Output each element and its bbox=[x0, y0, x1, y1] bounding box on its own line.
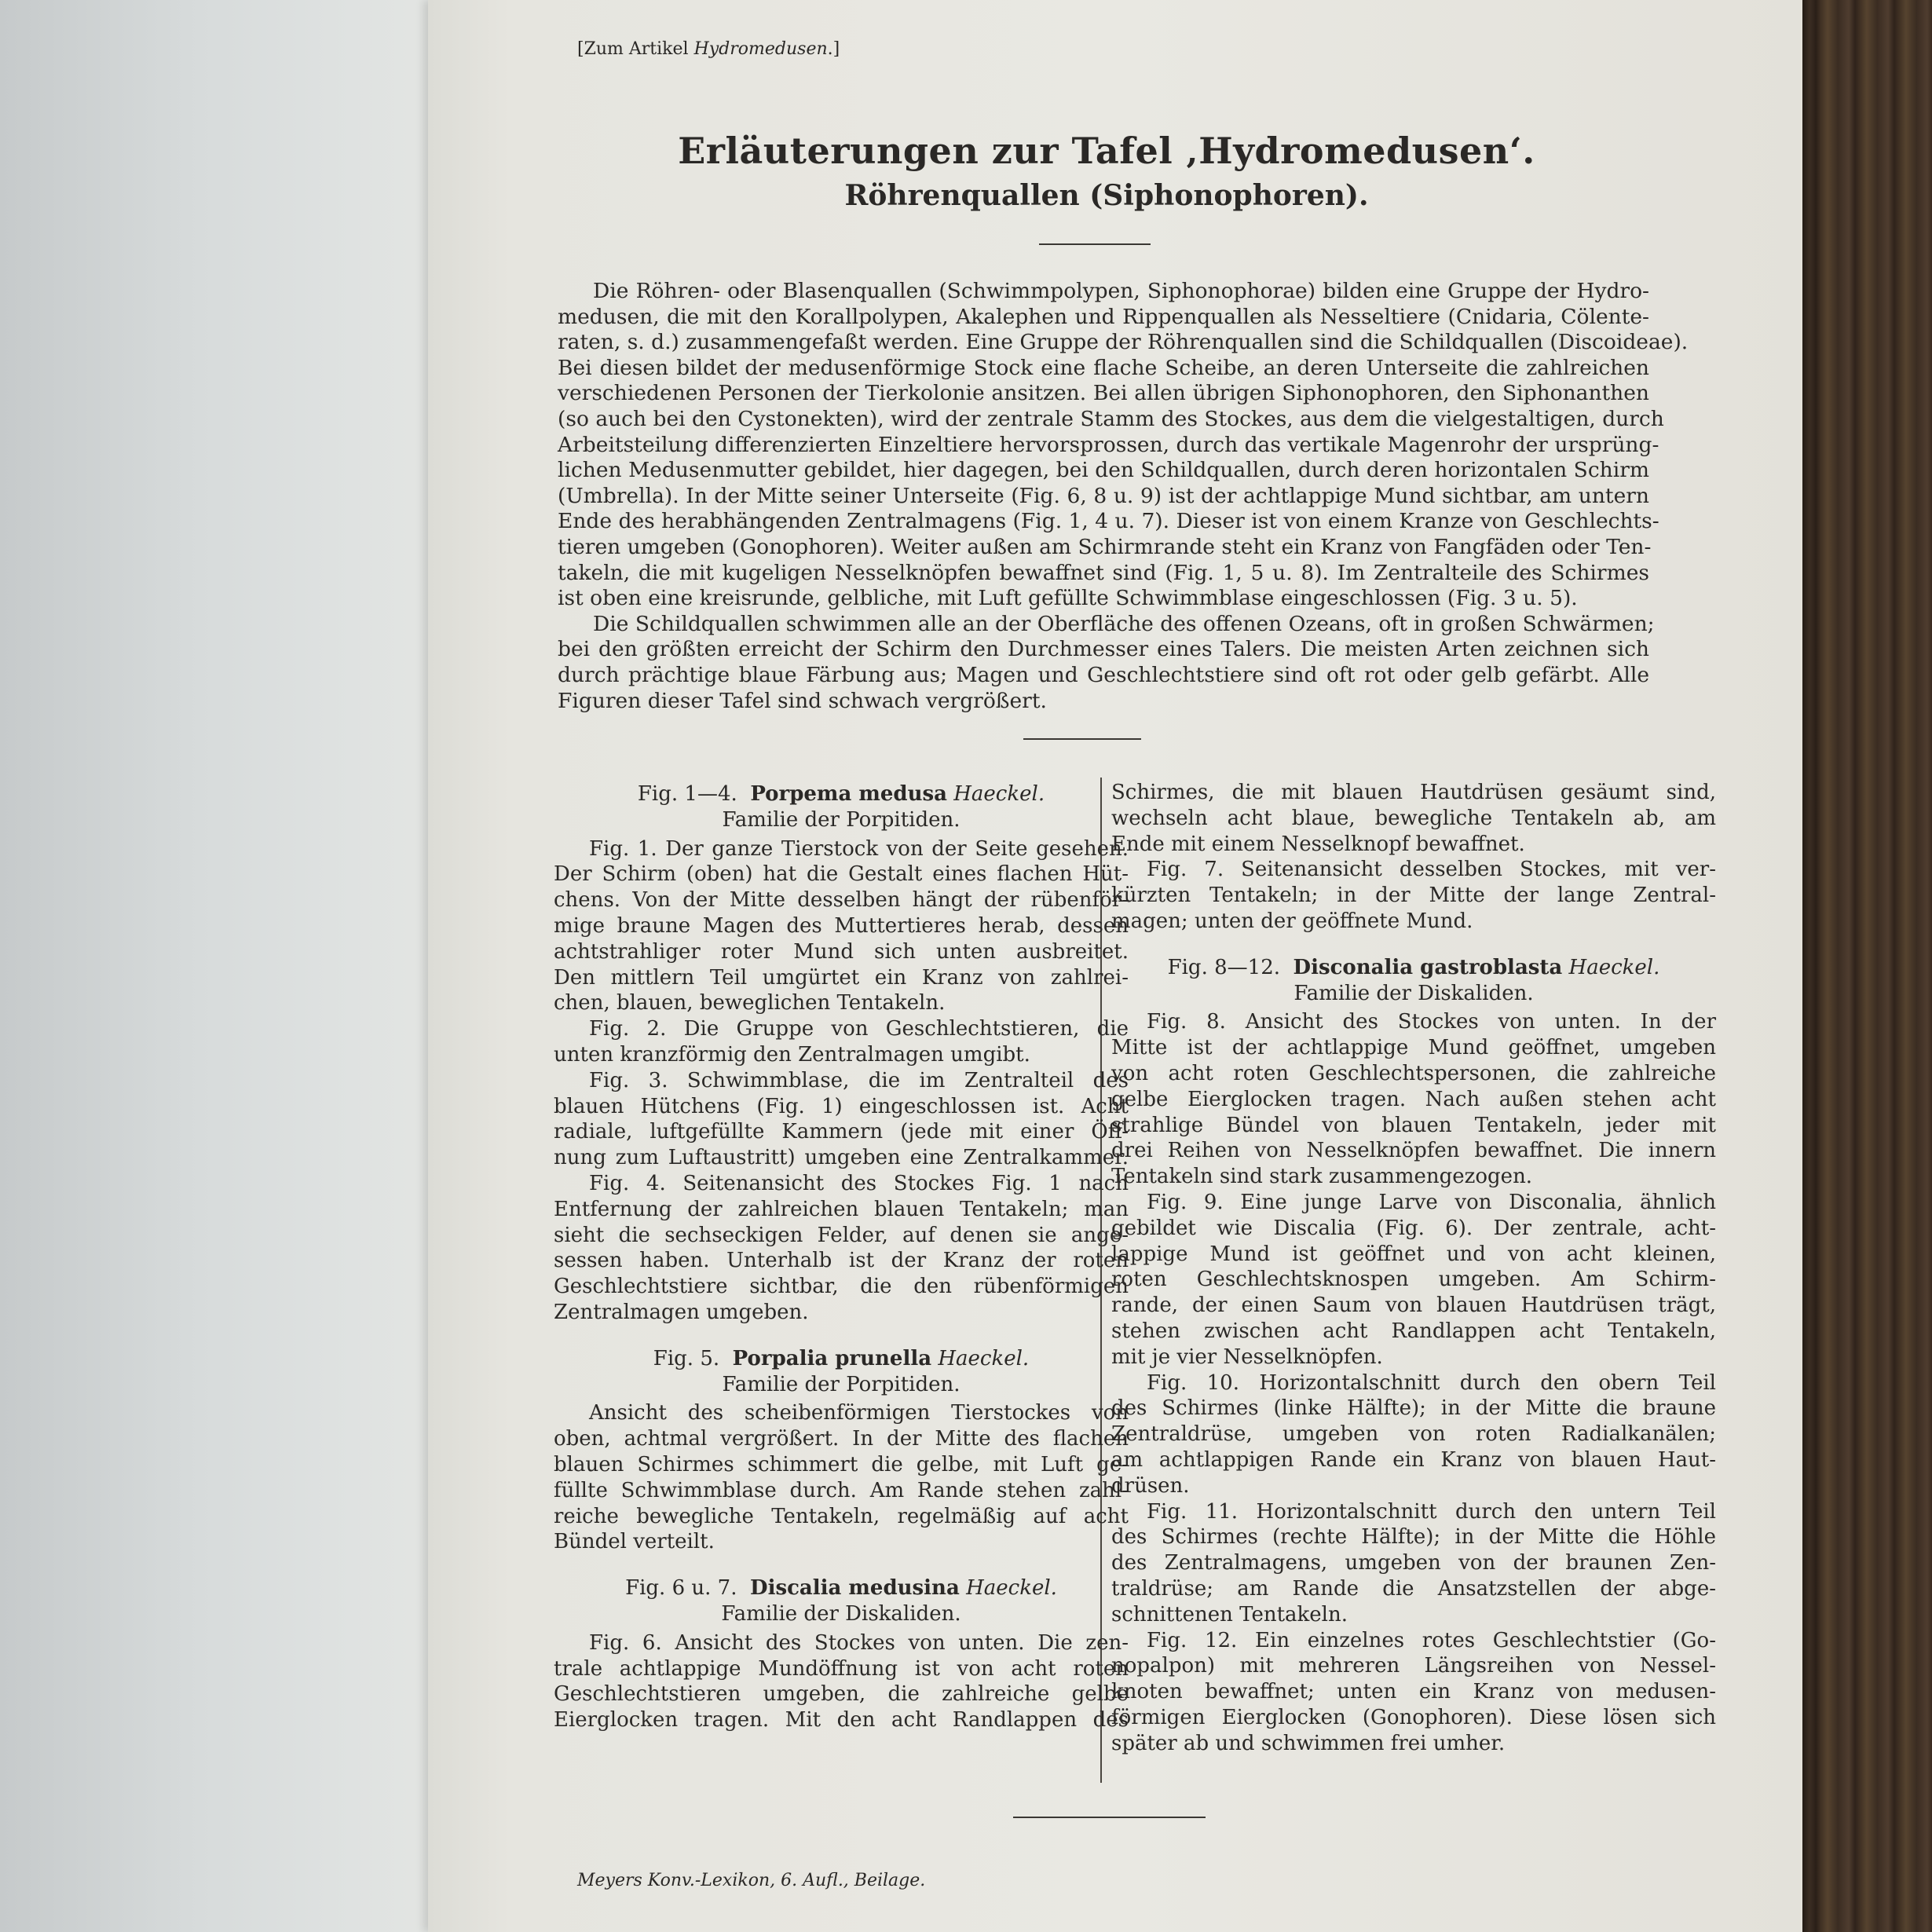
text-line: Ansicht des scheibenförmigen Tierstockes von bbox=[589, 1401, 1129, 1425]
text-line: strahlige Bündel von blauen Tentakeln, jeder mit bbox=[1111, 1113, 1716, 1137]
intro-line: Figuren dieser Tafel sind schwach vergrößert. bbox=[558, 688, 1047, 713]
title-rule bbox=[1039, 243, 1151, 245]
text-line: später ab und schwimmen frei umher. bbox=[1111, 1731, 1506, 1755]
bottom-rule bbox=[1013, 1817, 1206, 1818]
text-line: achtstrahliger roter Mund sich unten ausbreitet. bbox=[554, 939, 1129, 964]
intro-line: takeln, die mit kugeligen Nesselknöpfen bewaffnet sind (Fig. 1, 5 u. 8). Im Zentralteile des Schirmes bbox=[558, 560, 1649, 585]
text-line: Mitte ist der achtlappige Mund geöffnet, umgeben bbox=[1111, 1036, 1716, 1060]
intro-line: tieren umgeben (Gonophoren). Weiter außen am Schirmrande steht ein Kranz von Fangfäden oder Ten- bbox=[558, 534, 1652, 559]
intro-line: (so auch bei den Cystonekten), wird der zentrale Stamm des Stockes, aus dem die vielgestaltigen, durch bbox=[558, 406, 1664, 431]
text-line: des Zentralmagens, umgeben von der braunen Zen- bbox=[1111, 1551, 1716, 1575]
text-line: traldrüse; am Rande die Ansatzstellen der abge- bbox=[1111, 1576, 1716, 1601]
text-line: des Schirmes (linke Hälfte); in der Mitte die braune bbox=[1111, 1396, 1716, 1421]
text-line: Der Schirm (oben) hat die Gestalt eines flachen Hüt- bbox=[554, 862, 1129, 887]
family-name: Familie der Porpitiden. bbox=[722, 807, 961, 832]
text-line: mige braune Magen des Muttertieres herab, dessen bbox=[554, 913, 1129, 938]
text-line: Fig. 4. Seitenansicht des Stockes Fig. 1 nach bbox=[589, 1171, 1129, 1195]
text-line: chen, blauen, beweglichen Tentakeln. bbox=[554, 991, 946, 1015]
text-line: sieht die sechseckigen Felder, auf denen sie ange- bbox=[554, 1223, 1129, 1247]
intro-line: lichen Medusenmutter gebildet, hier dagegen, bei den Schildquallen, durch deren horizontalen Schirm bbox=[558, 458, 1649, 483]
text-line: mit je vier Nesselknöpfen. bbox=[1111, 1345, 1383, 1369]
text-line: kürzten Tentakeln; in der Mitte der lange Zentral- bbox=[1111, 884, 1716, 908]
text-line: füllte Schwimmblase durch. Am Rande stehen zahl- bbox=[554, 1478, 1129, 1502]
text-line: Fig. 7. Seitenansicht desselben Stockes, mit ver- bbox=[1147, 858, 1716, 882]
text-line: lappige Mund ist geöffnet und von acht kleinen, bbox=[1111, 1242, 1716, 1266]
text-line: magen; unten der geöffnete Mund. bbox=[1111, 909, 1473, 933]
text-line: Schirmes, die mit blauen Hautdrüsen gesäumt sind, bbox=[1111, 781, 1716, 804]
article-reference: [Zum Artikel Hydromedusen.] bbox=[577, 39, 840, 59]
text-line: nopalpon) mit mehreren Längsreihen von Nessel- bbox=[1111, 1654, 1716, 1678]
intro-line: Arbeitsteilung differenzierten Einzeltiere hervorsprossen, durch das vertikale Magenrohr der ursprüng- bbox=[558, 432, 1659, 457]
figure-heading: Fig. 1—4. Porpema medusa Haeckel. bbox=[637, 782, 1045, 806]
text-line: sessen haben. Unterhalb ist der Kranz der roten bbox=[554, 1249, 1129, 1273]
intro-line: Ende des herabhängenden Zentralmagens (Fig. 1, 4 u. 7). Dieser ist von einem Kranze von Geschlechts- bbox=[558, 509, 1659, 534]
text-line: roten Geschlechtsknospen umgeben. Am Schirm- bbox=[1111, 1268, 1716, 1292]
intro-line: verschiedenen Personen der Tierkolonie ansitzen. Bei allen übrigen Siphonophoren, den Siphonanthen bbox=[558, 381, 1649, 406]
text-line: des Schirmes (rechte Hälfte); in der Mitte die Höhle bbox=[1111, 1525, 1716, 1550]
text-line: Geschlechtstieren umgeben, die zahlreiche gelbe bbox=[554, 1682, 1129, 1707]
text-line: oben, achtmal vergrößert. In der Mitte des flachen bbox=[554, 1427, 1129, 1451]
intro-line: raten, s. d.) zusammengefaßt werden. Eine Gruppe der Röhrenquallen sind die Schildquallen (Discoideae). bbox=[558, 330, 1689, 355]
text-line: Fig. 8. Ansicht des Stockes von unten. In der bbox=[1147, 1010, 1716, 1034]
page-title: Erläuterungen zur Tafel ‚Hydromedusen‘. bbox=[678, 130, 1535, 172]
intro-line: Bei diesen bildet der medusenförmige Stock eine flache Scheibe, an deren Unterseite die zahlreichen bbox=[558, 355, 1649, 380]
text-line: Tentakeln sind stark zusammengezogen. bbox=[1111, 1165, 1533, 1189]
intro-line: ist oben eine kreisrunde, gelbliche, mit Luft gefüllte Schwimmblase eingeschlossen (Fig. 3 u. 5). bbox=[558, 586, 1578, 611]
right-column bbox=[1111, 780, 1716, 1756]
text-line: drei Reihen von Nesselknöpfen bewaffnet. Die innern bbox=[1111, 1139, 1716, 1163]
document-page bbox=[428, 0, 1802, 1932]
text-line: förmigen Eierglocken (Gonophoren). Diese lösen sich bbox=[1111, 1705, 1716, 1729]
text-line: stehen zwischen acht Randlappen acht Tentakeln, bbox=[1111, 1319, 1716, 1343]
intro-line: Die Röhren- oder Blasenquallen (Schwimmpolypen, Siphonophorae) bilden eine Gruppe der Hydro- bbox=[593, 279, 1649, 303]
figure-heading: Fig. 6 u. 7. Discalia medusina Haeckel. bbox=[625, 1576, 1057, 1601]
text-line: am achtlappigen Rande ein Kranz von blauen Haut- bbox=[1111, 1447, 1716, 1472]
text-line: Geschlechtstiere sichtbar, die den rübenförmigen bbox=[554, 1275, 1129, 1299]
text-line: blauen Schirmes schimmert die gelbe, mit Luft ge- bbox=[554, 1452, 1129, 1476]
text-line: von acht roten Geschlechtspersonen, die zahlreiche bbox=[1111, 1061, 1716, 1085]
text-line: gelbe Eierglocken tragen. Nach außen stehen acht bbox=[1111, 1087, 1716, 1111]
text-line: knoten bewaffnet; unten ein Kranz von medusen- bbox=[1111, 1680, 1716, 1704]
text-line: unten kranzförmig den Zentralmagen umgibt. bbox=[554, 1042, 1030, 1067]
text-line: Fig. 9. Eine junge Larve von Disconalia, ähnlich bbox=[1147, 1190, 1716, 1214]
text-line: Fig. 2. Die Gruppe von Geschlechtstieren, die bbox=[589, 1017, 1129, 1041]
text-line: Fig. 12. Ein einzelnes rotes Geschlechtstier (Go- bbox=[1147, 1628, 1716, 1652]
text-line: nung zum Luftaustritt) umgeben eine Zentralkammer. bbox=[554, 1146, 1129, 1170]
text-line: Fig. 11. Horizontalschnitt durch den untern Teil bbox=[1147, 1499, 1716, 1524]
text-line: blauen Hütchens (Fig. 1) eingeschlossen ist. Acht bbox=[554, 1094, 1129, 1118]
family-name: Familie der Porpitiden. bbox=[722, 1372, 961, 1396]
text-line: Ende mit einem Nesselknopf bewaffnet. bbox=[1111, 832, 1525, 856]
text-line: drüsen. bbox=[1111, 1473, 1190, 1498]
text-line: Zentralmagen umgeben. bbox=[554, 1300, 809, 1324]
underlying-blank-sheet bbox=[0, 0, 440, 1932]
intro-line: (Umbrella). In der Mitte seiner Unterseite (Fig. 6, 8 u. 9) ist der achtlappige Mund sichtbar, am untern bbox=[558, 483, 1649, 508]
text-line: chens. Von der Mitte desselben hängt der rübenför- bbox=[554, 888, 1129, 913]
family-name: Familie der Diskaliden. bbox=[1293, 981, 1534, 1005]
text-line: reiche bewegliche Tentakeln, regelmäßig auf acht bbox=[554, 1504, 1129, 1528]
text-line: Fig. 3. Schwimmblase, die im Zentralteil des bbox=[589, 1068, 1129, 1092]
text-line: rande, der einen Saum von blauen Hautdrüsen trägt, bbox=[1111, 1293, 1716, 1318]
text-line: wechseln acht blaue, bewegliche Tentakeln ab, am bbox=[1111, 806, 1716, 830]
intro-line: durch prächtige blaue Färbung aus; Magen und Geschlechtstiere sind oft rot oder gelb gefärbt. Alle bbox=[558, 662, 1649, 687]
family-name: Familie der Diskaliden. bbox=[721, 1601, 961, 1626]
text-line: trale achtlappige Mundöffnung ist von acht roten bbox=[554, 1656, 1129, 1681]
publication-footer: Meyers Konv.-Lexikon, 6. Aufl., Beilage. bbox=[577, 1871, 926, 1890]
figure-heading: Fig. 5. Porpalia prunella Haeckel. bbox=[653, 1346, 1030, 1370]
page-subtitle: Röhrenquallen (Siphonophoren). bbox=[844, 179, 1369, 212]
text-line: schnittenen Tentakeln. bbox=[1111, 1602, 1348, 1626]
intro-paragraph bbox=[558, 279, 1689, 714]
text-line: Eierglocken tragen. Mit den acht Randlappen des bbox=[554, 1708, 1129, 1733]
text-line: radiale, luftgefüllte Kammern (jede mit einer Öff- bbox=[554, 1120, 1129, 1144]
intro-line: Die Schildquallen schwimmen alle an der Oberfläche des offenen Ozeans, oft in großen Schwärmen; bbox=[593, 611, 1655, 636]
section-rule bbox=[1023, 738, 1141, 740]
text-line: Den mittlern Teil umgürtet ein Kranz von zahlrei- bbox=[554, 965, 1129, 990]
text-line: Entfernung der zahlreichen blauen Tentakeln; man bbox=[554, 1197, 1129, 1221]
figure-heading: Fig. 8—12. Disconalia gastroblasta Haeckel. bbox=[1167, 955, 1660, 979]
text-line: Fig. 1. Der ganze Tierstock von der Seite gesehen. bbox=[589, 836, 1129, 861]
intro-line: medusen, die mit den Korallpolypen, Akalephen und Rippenquallen als Nesseltiere (Cnidaria, Cölente- bbox=[558, 304, 1649, 329]
text-line: Zentraldrüse, umgeben von roten Radialkanälen; bbox=[1111, 1422, 1716, 1447]
text-line: Bündel verteilt. bbox=[554, 1530, 715, 1554]
text-line: Fig. 6. Ansicht des Stockes von unten. Die zen- bbox=[589, 1630, 1129, 1655]
wooden-table-background bbox=[1798, 0, 1932, 1932]
text-line: Fig. 10. Horizontalschnitt durch den obern Teil bbox=[1147, 1370, 1716, 1395]
intro-line: bei den größten erreicht der Schirm den Durchmesser eines Talers. Die meisten Arten zeichnen sich bbox=[558, 637, 1649, 662]
left-column bbox=[554, 781, 1129, 1733]
text-line: gebildet wie Discalia (Fig. 6). Der zentrale, acht- bbox=[1111, 1216, 1716, 1240]
